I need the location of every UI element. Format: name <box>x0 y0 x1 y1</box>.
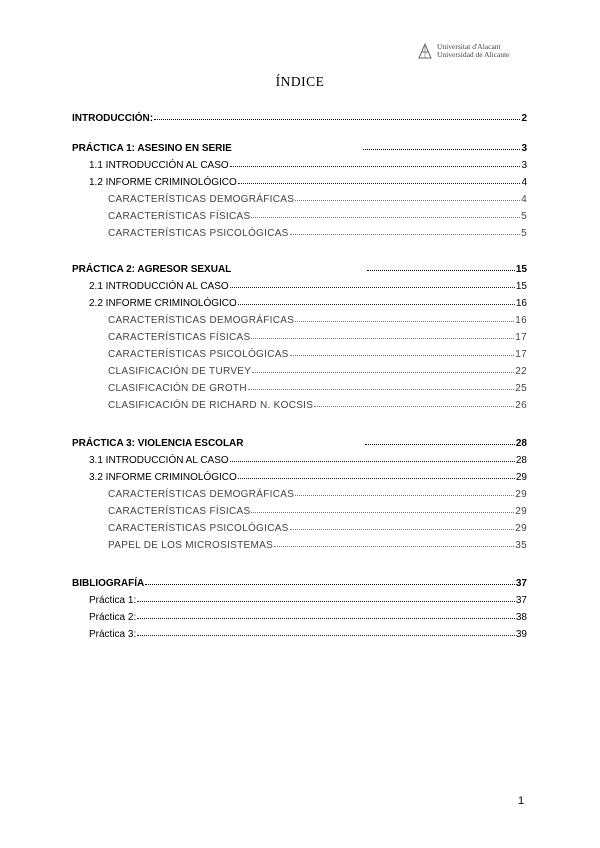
toc-leader-dots <box>365 434 515 445</box>
toc-entry[interactable] <box>89 157 527 171</box>
toc-entry[interactable] <box>108 503 527 517</box>
toc-leader-dots <box>290 345 515 356</box>
toc-leader-dots <box>238 468 515 479</box>
toc-entry-label: Práctica 3: <box>89 629 137 640</box>
university-logo <box>418 40 538 62</box>
toc-leader-dots <box>230 277 515 288</box>
toc-entry-label: CLASIFICACIÓN DE TURVEY <box>108 366 252 377</box>
toc-entry[interactable] <box>72 110 527 124</box>
toc-leader-dots <box>238 294 515 305</box>
toc-leader-dots <box>251 328 514 339</box>
toc-entry[interactable] <box>108 329 527 343</box>
toc-entry[interactable] <box>108 520 527 534</box>
toc-entry[interactable] <box>89 469 527 483</box>
toc-entry-label: CARACTERÍSTICAS PSICOLÓGICAS <box>108 523 289 534</box>
toc-entry-label: PRÁCTICA 2: AGRESOR SEXUAL <box>72 264 232 275</box>
toc-entry-page: 26 <box>515 400 527 411</box>
toc-entry-label: CARACTERÍSTICAS DEMOGRÁFICAS <box>108 489 295 500</box>
toc-leader-dots <box>145 574 515 585</box>
toc-leader-dots <box>363 139 521 150</box>
page-title: ÍNDICE <box>275 74 325 89</box>
toc-entry-page: 37 <box>515 578 527 589</box>
toc-entry-label: CARACTERÍSTICAS DEMOGRÁFICAS <box>108 315 295 326</box>
toc-entry[interactable] <box>108 346 527 360</box>
toc-entry[interactable] <box>108 363 527 377</box>
toc-leader-dots <box>238 173 521 184</box>
toc-entry[interactable] <box>72 575 527 589</box>
toc-entry[interactable] <box>108 397 527 411</box>
toc-entry[interactable] <box>89 278 527 292</box>
toc-entry[interactable] <box>108 537 527 551</box>
toc-entry-label: Práctica 1: <box>89 595 137 606</box>
toc-entry[interactable] <box>108 312 527 326</box>
university-name <box>437 43 509 59</box>
toc-entry-label: PRÁCTICA 1: ASESINO EN SERIE <box>72 143 232 154</box>
toc-leader-dots <box>367 260 515 271</box>
toc-entry-page: 37 <box>515 595 527 606</box>
toc-entry-page: 35 <box>515 540 527 551</box>
toc-leader-dots <box>251 502 514 513</box>
toc-entry-page: 28 <box>515 438 527 449</box>
toc-entry-label: CARACTERÍSTICAS FÍSICAS <box>108 332 251 343</box>
toc-entry-page: 5 <box>521 228 527 239</box>
toc-entry-label: CLASIFICACIÓN DE GROTH <box>108 383 247 394</box>
page-number: 1 <box>518 795 525 807</box>
toc-entry[interactable] <box>89 609 527 623</box>
toc-entry-label: CARACTERÍSTICAS PSICOLÓGICAS <box>108 349 289 360</box>
toc-entry-page: 5 <box>521 211 527 222</box>
toc-entry-label: CARACTERÍSTICAS FÍSICAS <box>108 506 251 517</box>
toc-entry-page: 17 <box>515 332 527 343</box>
toc-entry-page: 38 <box>515 612 527 623</box>
toc-leader-dots <box>252 362 514 373</box>
toc-entry-page: 15 <box>515 281 527 292</box>
toc-entry-page: 3 <box>521 160 527 171</box>
toc-entry-label: BIBLIOGRAFÍA <box>72 578 145 589</box>
toc-leader-dots <box>274 536 514 547</box>
toc-entry-page: 15 <box>515 264 527 275</box>
toc-entry[interactable] <box>72 435 527 449</box>
toc-entry-page: 28 <box>515 455 527 466</box>
toc-entry[interactable] <box>89 452 527 466</box>
toc-entry-label: 1.2 INFORME CRIMINOLÓGICO <box>89 177 237 188</box>
toc-leader-dots <box>295 311 514 322</box>
toc-entry-page: 16 <box>515 315 527 326</box>
toc-entry-label: INTRODUCCIÓN: <box>72 113 154 124</box>
toc-entry-label: PAPEL DE LOS MICROSISTEMAS <box>108 540 274 551</box>
toc-entry-page: 29 <box>515 472 527 483</box>
toc-entry[interactable] <box>108 208 527 222</box>
toc-entry-label: 2.1 INTRODUCCIÓN AL CASO <box>89 281 229 292</box>
toc-entry[interactable] <box>89 174 527 188</box>
toc-entry-label: 3.1 INTRODUCCIÓN AL CASO <box>89 455 229 466</box>
toc-entry-page: 29 <box>515 506 527 517</box>
toc-entry[interactable] <box>89 626 527 640</box>
toc-entry-label: 1.1 INTRODUCCIÓN AL CASO <box>89 160 229 171</box>
toc-entry-label: PRÁCTICA 3: VIOLENCIA ESCOLAR <box>72 438 244 449</box>
toc-leader-dots <box>137 625 515 636</box>
toc-entry-page: 39 <box>515 629 527 640</box>
toc-entry[interactable] <box>89 295 527 309</box>
toc-entry[interactable] <box>108 225 527 239</box>
toc-entry-page: 22 <box>515 366 527 377</box>
toc-leader-dots <box>137 591 515 602</box>
toc-entry-label: 2.2 INFORME CRIMINOLÓGICO <box>89 298 237 309</box>
logo-line-2: Universidad de Alicante <box>437 50 510 59</box>
toc-entry[interactable] <box>72 261 527 275</box>
toc-leader-dots <box>230 451 515 462</box>
toc-leader-dots <box>154 109 520 120</box>
toc-entry[interactable] <box>89 592 527 606</box>
toc-entry-label: Práctica 2: <box>89 612 137 623</box>
toc-leader-dots <box>230 156 521 167</box>
toc-entry[interactable] <box>72 140 527 154</box>
toc-leader-dots <box>295 485 514 496</box>
toc-leader-dots <box>251 207 520 218</box>
toc-leader-dots <box>290 224 520 235</box>
toc-entry-page: 4 <box>521 177 527 188</box>
toc-entry[interactable] <box>108 380 527 394</box>
toc-entry-page: 25 <box>515 383 527 394</box>
toc-entry-label: CARACTERÍSTICAS FÍSICAS <box>108 211 251 222</box>
toc-entry-label: CARACTERÍSTICAS DEMOGRÁFICAS <box>108 194 295 205</box>
toc-leader-dots <box>248 379 514 390</box>
toc-entry[interactable] <box>108 486 527 500</box>
toc-leader-dots <box>137 608 515 619</box>
toc-entry-page: 29 <box>515 523 527 534</box>
toc-entry-page: 4 <box>521 194 527 205</box>
university-emblem-icon <box>418 43 432 59</box>
toc-entry-page: 2 <box>521 113 527 124</box>
toc-entry-label: 3.2 INFORME CRIMINOLÓGICO <box>89 472 237 483</box>
toc-entry-page: 3 <box>521 143 527 154</box>
toc-leader-dots <box>314 396 514 407</box>
logo-line-1: Universitat d'Alacant <box>437 42 501 51</box>
toc-entry-label: CARACTERÍSTICAS PSICOLÓGICAS <box>108 228 289 239</box>
toc-entry[interactable] <box>108 191 527 205</box>
toc-entry-page: 16 <box>515 298 527 309</box>
toc-entry-page: 29 <box>515 489 527 500</box>
toc-leader-dots <box>295 190 520 201</box>
toc-entry-label: CLASIFICACIÓN DE RICHARD N. KOCSIS <box>108 400 314 411</box>
toc-entry-page: 17 <box>515 349 527 360</box>
toc-leader-dots <box>290 519 515 530</box>
